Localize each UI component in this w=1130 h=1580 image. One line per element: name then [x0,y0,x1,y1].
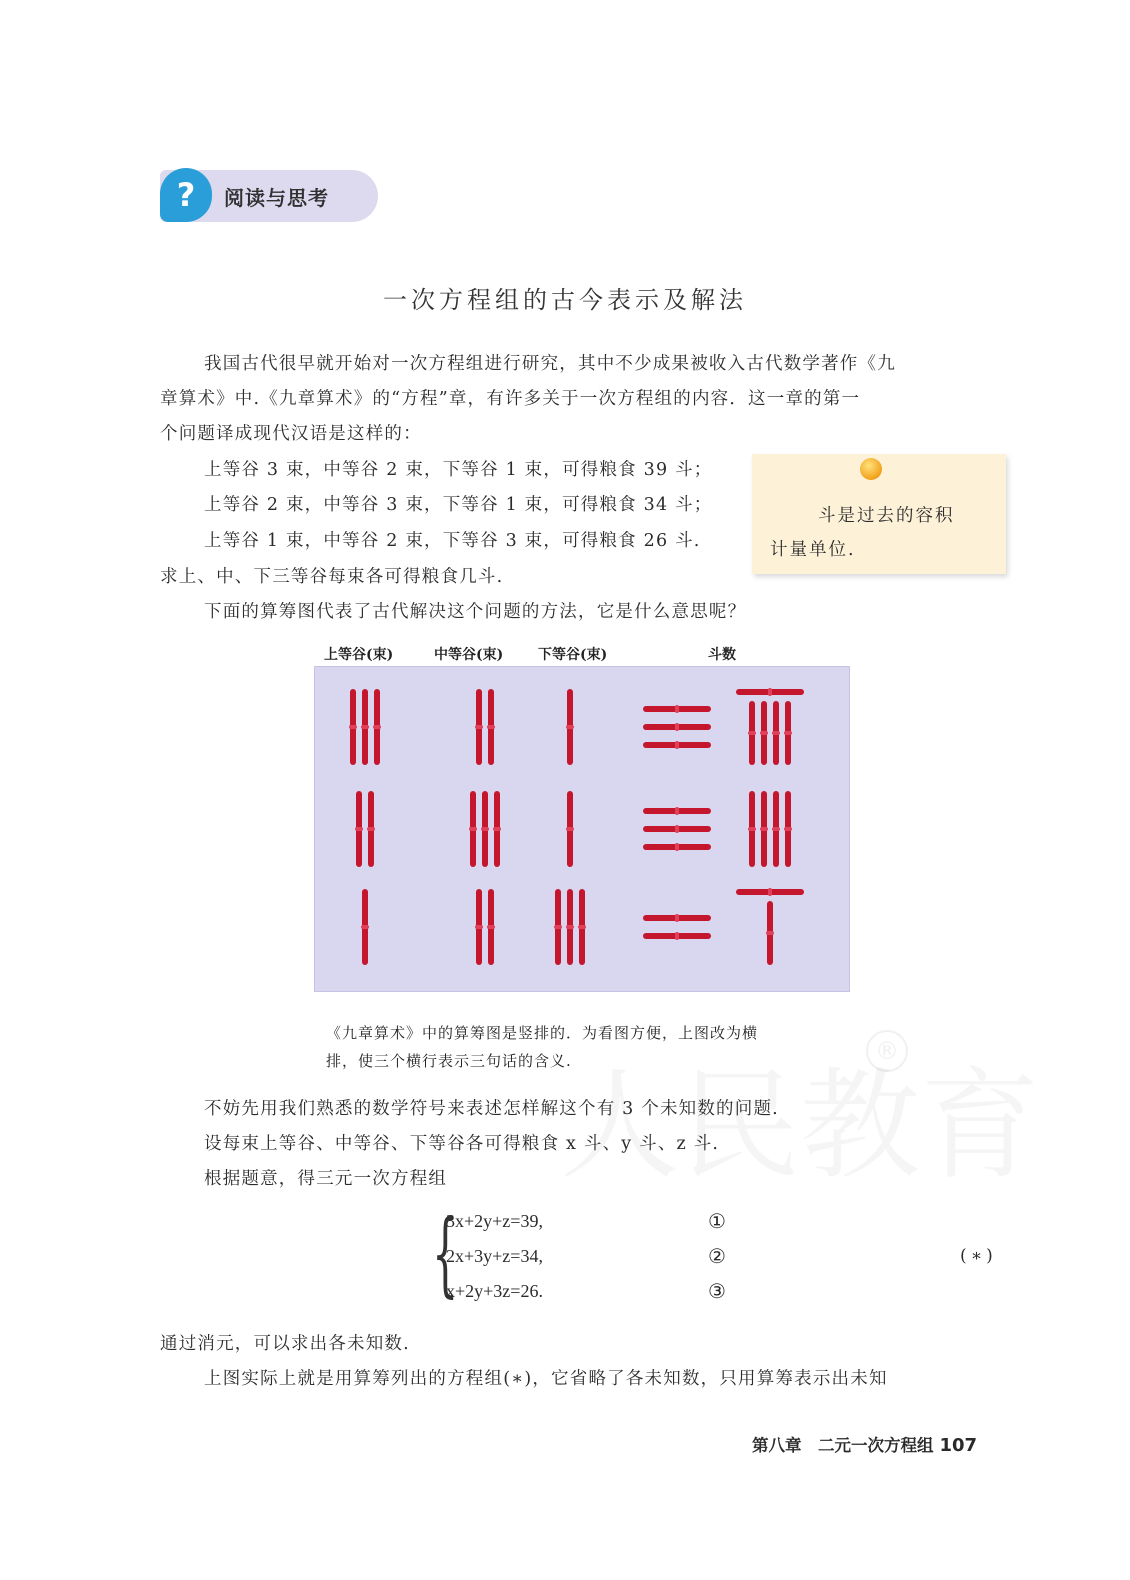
counting-rod [567,689,573,765]
paragraph-line: 根据题意，得三元一次方程组 [204,1169,448,1189]
equation-2: 2x+3y+z=34, [446,1246,543,1266]
counting-rod [773,701,779,765]
question-line: 求上、中、下三等谷每束各可得粮食几斗. [160,567,504,587]
paragraph-line: 章算术》中.《九章算术》的“方程”章，有许多关于一次方程组的内容．这一章的第一 [160,389,861,409]
figure-intro-line: 下面的算筹图代表了古代解决这个问题的方法，它是什么意思呢？ [204,602,747,622]
counting-rod [749,791,755,867]
counting-rod [482,791,488,867]
counting-rod [643,844,711,850]
equation-marker-1: ① [708,1209,726,1233]
counting-rod [643,826,711,832]
counting-rod [761,701,767,765]
note-line: 斗是过去的容积 [818,506,955,526]
condition-line: 上等谷 1 束，中等谷 2 束，下等谷 3 束，可得粮食 26 斗. [204,531,701,551]
counting-rod [476,889,482,965]
figure-caption-line: 《九章算术》中的算筹图是竖排的．为看图方便，上图改为横 [326,1024,759,1042]
counting-rod [643,933,711,939]
system-label: (∗) [960,1246,997,1266]
counting-rod [368,791,374,867]
counting-rod [470,791,476,867]
equation-marker-2: ② [708,1244,726,1268]
chapter-title: 第八章 二元一次方程组 [752,1436,934,1455]
column-header-middle: 中等谷(束) [434,647,504,663]
counting-rod [476,689,482,765]
paragraph-line: 个问题译成现代汉语是这样的： [160,424,422,444]
condition-line: 上等谷 3 束，中等谷 2 束，下等谷 1 束，可得粮食 39 斗； [204,460,713,480]
counting-rod [374,689,380,765]
counting-rod [567,791,573,867]
note-line: 计量单位. [770,540,856,560]
counting-rod [761,791,767,867]
counting-rod [579,889,585,965]
counting-rod [488,689,494,765]
section-label: 阅读与思考 [224,186,329,210]
counting-rod [567,889,573,965]
counting-rod [643,724,711,730]
condition-line: 上等谷 2 束，中等谷 3 束，下等谷 1 束，可得粮食 34 斗； [204,495,713,515]
counting-rod [785,791,791,867]
equation-1: 3x+2y+z=39, [446,1211,543,1231]
figure-caption-line: 排，使三个横行表示三句话的含义. [326,1052,572,1070]
counting-rod [362,889,368,965]
counting-rod [494,791,500,867]
page-number: 107 [939,1435,978,1456]
paragraph-line: 不妨先用我们熟悉的数学符号来表述怎样解这个有 3 个未知数的问题. [204,1099,779,1119]
page-footer [752,1432,977,1456]
pushpin-icon [860,458,882,480]
counting-rod-board [314,666,850,992]
paragraph-line: 我国古代很早就开始对一次方程组进行研究，其中不少成果被收入古代数学著作《九 [204,354,896,374]
counting-rod [767,901,773,965]
paragraph-line: 通过消元，可以求出各未知数. [160,1334,410,1354]
counting-rod [773,791,779,867]
counting-rod [736,689,804,695]
counting-rod [785,701,791,765]
column-header-lower: 下等谷(束) [538,647,608,663]
paragraph-line: 上图实际上就是用算筹列出的方程组(∗)，它省略了各未知数，只用算筹表示出未知 [204,1369,888,1389]
counting-rod [356,791,362,867]
question-book-icon: ? [160,168,212,222]
counting-rod [488,889,494,965]
column-header-dou: 斗数 [708,647,736,663]
counting-rod [643,915,711,921]
equation-brace: { [432,1200,459,1307]
article-title: 一次方程组的古今表示及解法 [383,286,747,314]
counting-rod [643,808,711,814]
equation-3: x+2y+3z=26. [446,1281,543,1301]
registered-mark: ® [866,1030,908,1072]
counting-rod [736,889,804,895]
counting-rod [362,689,368,765]
counting-rod [643,742,711,748]
paragraph-line: 设每束上等谷、中等谷、下等谷各可得粮食 x 斗、y 斗、z 斗. [204,1134,720,1154]
column-header-upper: 上等谷(束) [324,647,394,663]
counting-rod [555,889,561,965]
counting-rod [350,689,356,765]
counting-rod [749,701,755,765]
equation-marker-3: ③ [708,1279,726,1303]
counting-rod [643,706,711,712]
